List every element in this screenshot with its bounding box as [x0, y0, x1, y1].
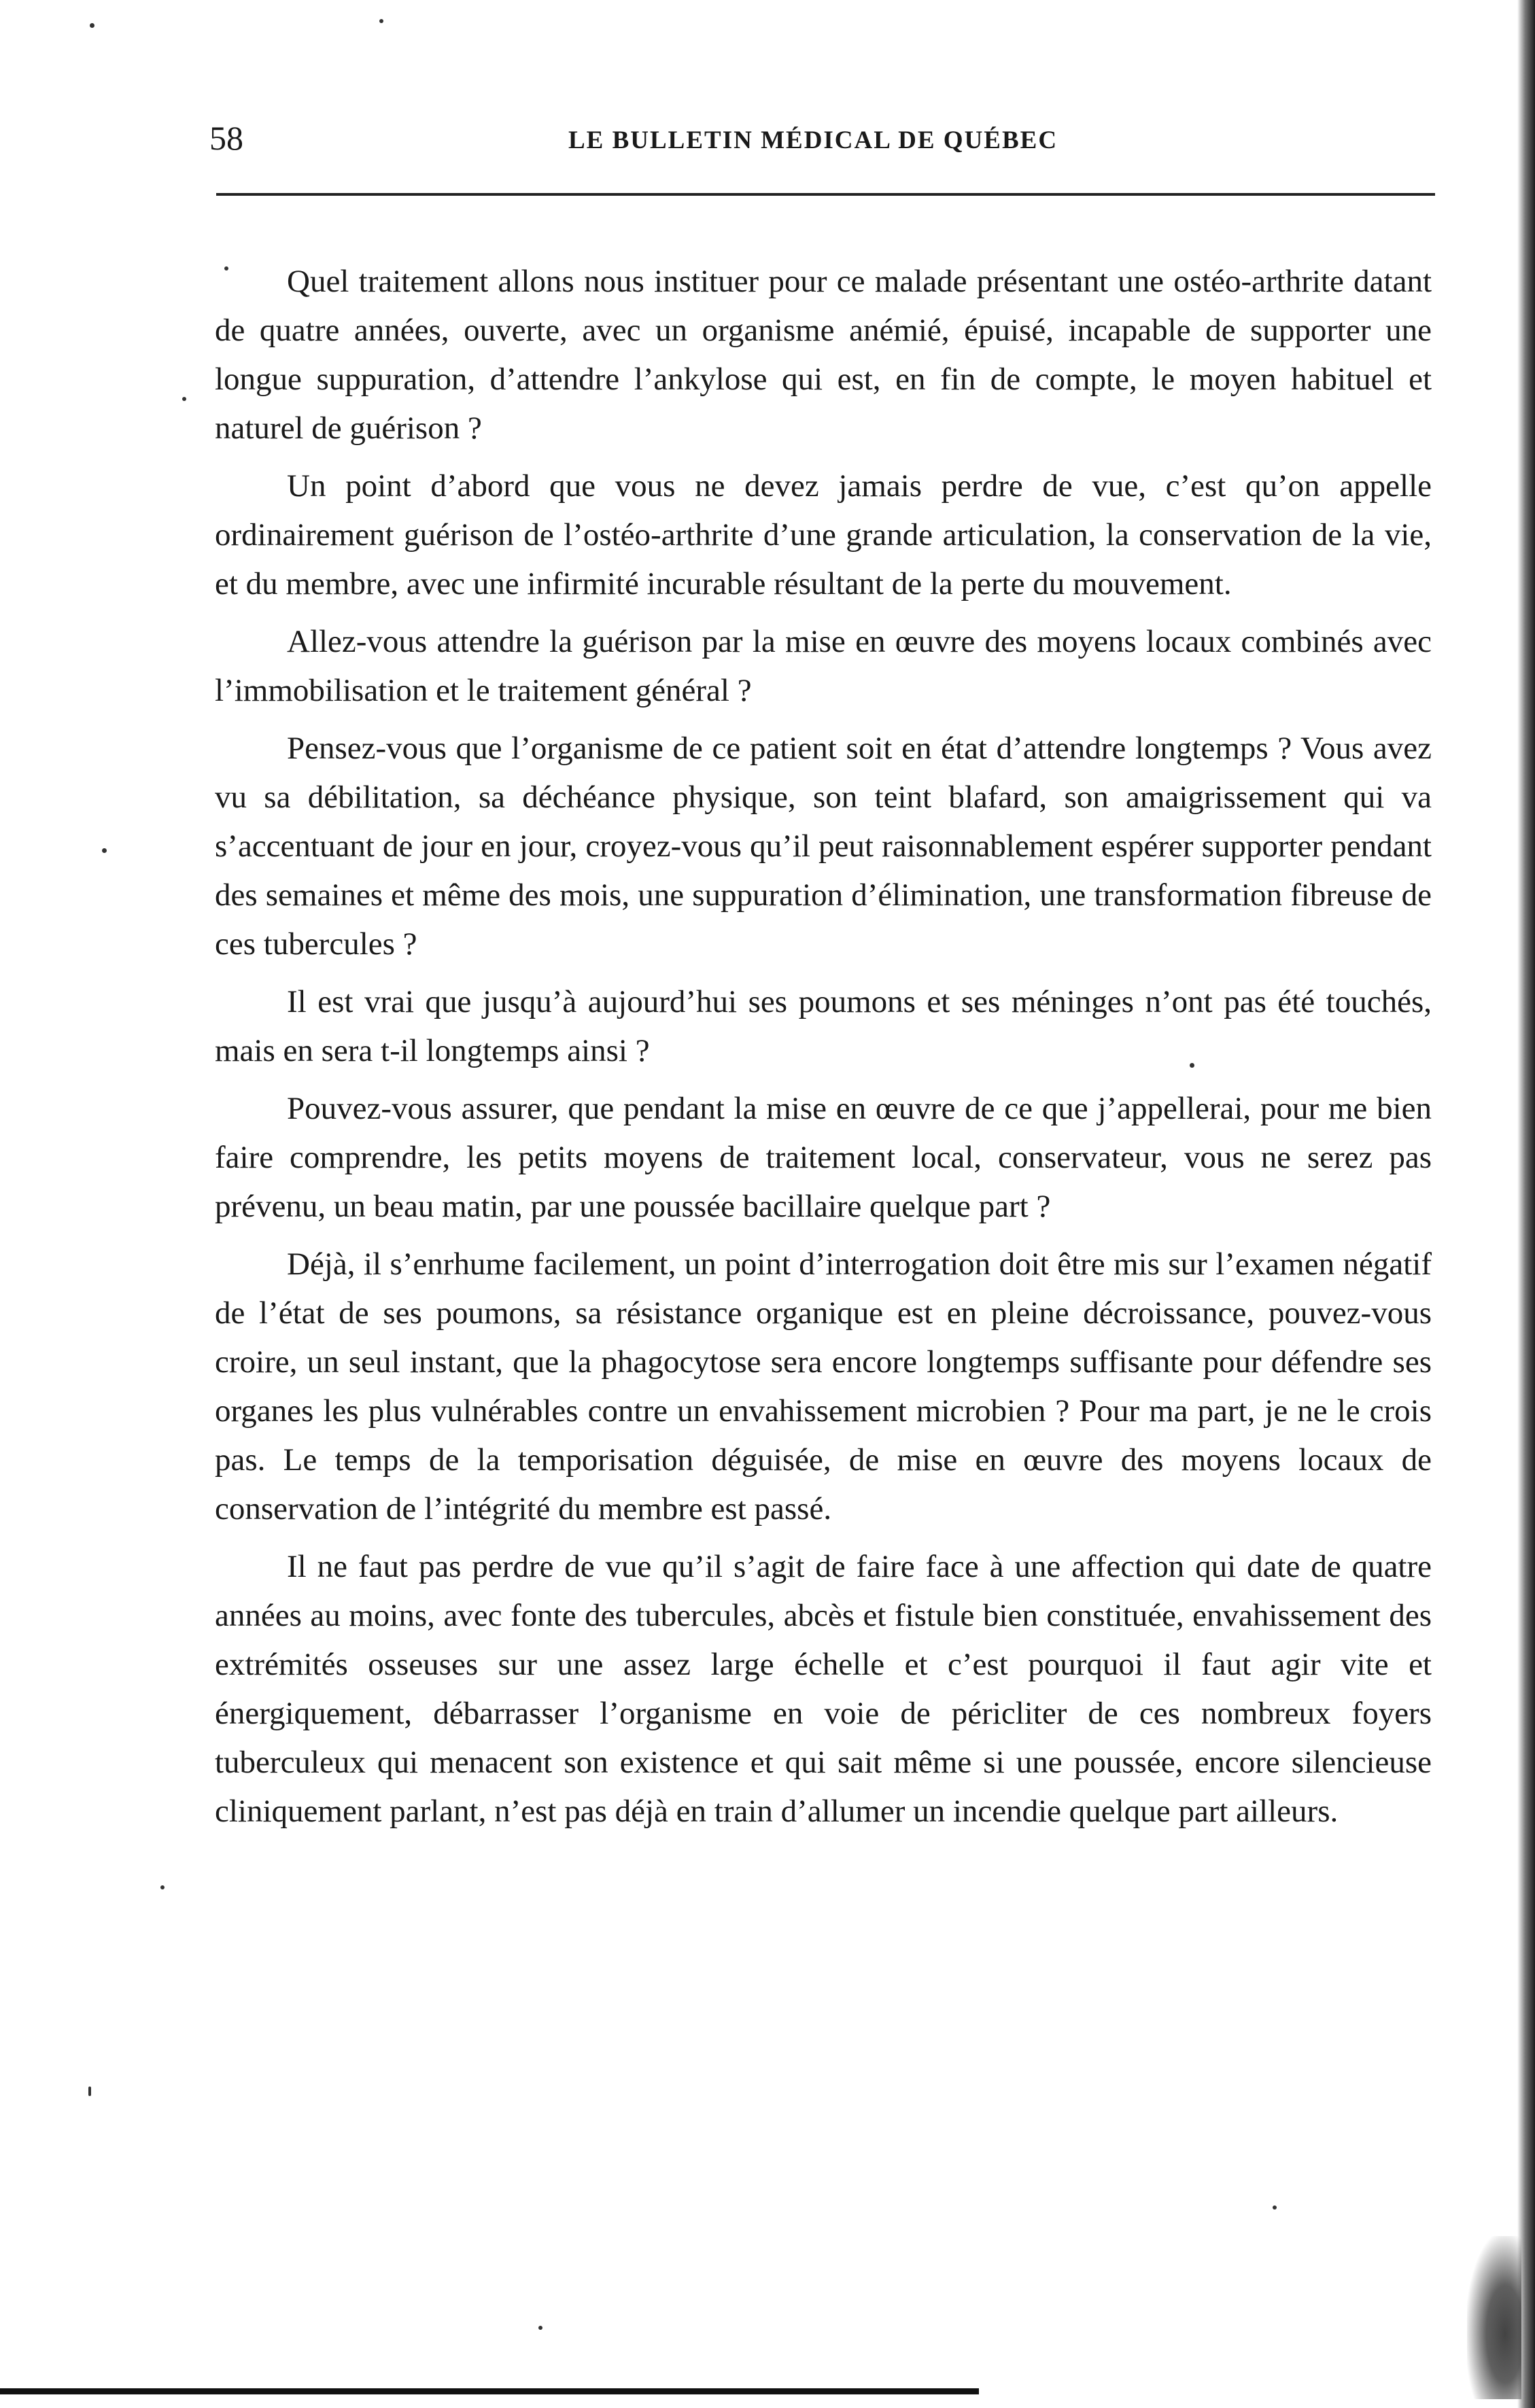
scan-speck [538, 2326, 542, 2330]
page-number: 58 [209, 119, 243, 157]
scan-speck [88, 2087, 91, 2096]
header-rule [216, 193, 1435, 196]
paragraph: Il est vrai que jusqu’à aujourd’hui ses poumons et ses méninges n’ont pas été touchés, mais en sera t-il longtemps ainsi ? [215, 984, 1432, 1068]
paragraph: Pensez-vous que l’organisme de ce patient soit en état d’attendre longtemps ? Vous avez vu sa débilitation, sa déchéance physique, son teint blafard, son amaigrissement qui va s’accentuant de jour en jour, croyez-vous qu’il peut raisonnablement espérer supporter pendant des semaines et même des mois, une suppuration d’élimination, une transformation fibreuse de ces tubercules ? [215, 731, 1432, 962]
body-text [215, 257, 1432, 1845]
scan-speck [224, 266, 228, 271]
paragraph: Un point d’abord que vous ne devez jamais perdre de vue, c’est qu’on appelle ordinairement guérison de l’ostéo-arthrite d’une grande articulation, la conservation de la vie, et du membre, avec une infirmité incurable résultant de la perte du mouvement. [215, 468, 1432, 601]
page-edge-blot [1467, 2236, 1521, 2399]
paragraph: Déjà, il s’enrhume facilement, un point d’interrogation doit être mis sur l’examen négatif de l’état de ses poumons, sa résistance organique est en pleine décroissance, pouvez-vous croire, un seul instant, que la phagocytose sera encore longtemps suffisante pour défendre ses organes les plus vulnérables contre un envahissement microbien ? Pour ma part, je ne le crois pas. Le temps de la temporisation déguisée, de mise en œuvre des moyens locaux de conservation de l’intégrité du membre est passé. [215, 1246, 1432, 1526]
scan-speck [379, 19, 383, 23]
paragraph: Allez-vous attendre la guérison par la mise en œuvre des moyens locaux combinés avec l’immobilisation et le traitement général ? [215, 624, 1432, 708]
scan-speck [182, 397, 186, 401]
paragraph: Pouvez-vous assurer, que pendant la mise en œuvre de ce que j’appellerai, pour me bien faire comprendre, les petits moyens de traitement local, conservateur, vous ne serez pas prévenu, un beau matin, par une poussée bacillaire quelque part ? [215, 1091, 1432, 1224]
scan-speck [90, 23, 94, 28]
page-edge-shadow [1517, 0, 1535, 2408]
scan-speck [160, 1885, 165, 1889]
running-title: LE BULLETIN MÉDICAL DE QUÉBEC [568, 126, 1058, 154]
paragraph: Quel traitement allons nous instituer pour ce malade présentant une ostéo-arthrite datant de quatre années, ouverte, avec un organisme anémié, épuisé, incapable de supporter une longue suppuration, d’attendre l’ankylose qui est, en fin de compte, le moyen habituel et naturel de guérison ? [215, 264, 1432, 446]
paragraph: Il ne faut pas perdre de vue qu’il s’agit de faire face à une affection qui date de quatre années au moins, avec fonte des tubercules, abcès et fistule bien constituée, envahissement des extrémités osseuses sur une assez large échelle et c’est pourquoi il faut agir vite et énergiquement, débarrasser l’organisme en voie de péricliter de ces nombreux foyers tuberculeux qui menacent son existence et qui sait même si une poussée, encore silencieuse cliniquement parlant, n’est pas déjà en train d’allumer un incendie quelque part ailleurs. [215, 1549, 1432, 1829]
scan-speck [1190, 1063, 1194, 1068]
scan-speck [102, 848, 107, 853]
bottom-rule [0, 2388, 979, 2394]
scan-speck [1273, 2205, 1277, 2210]
